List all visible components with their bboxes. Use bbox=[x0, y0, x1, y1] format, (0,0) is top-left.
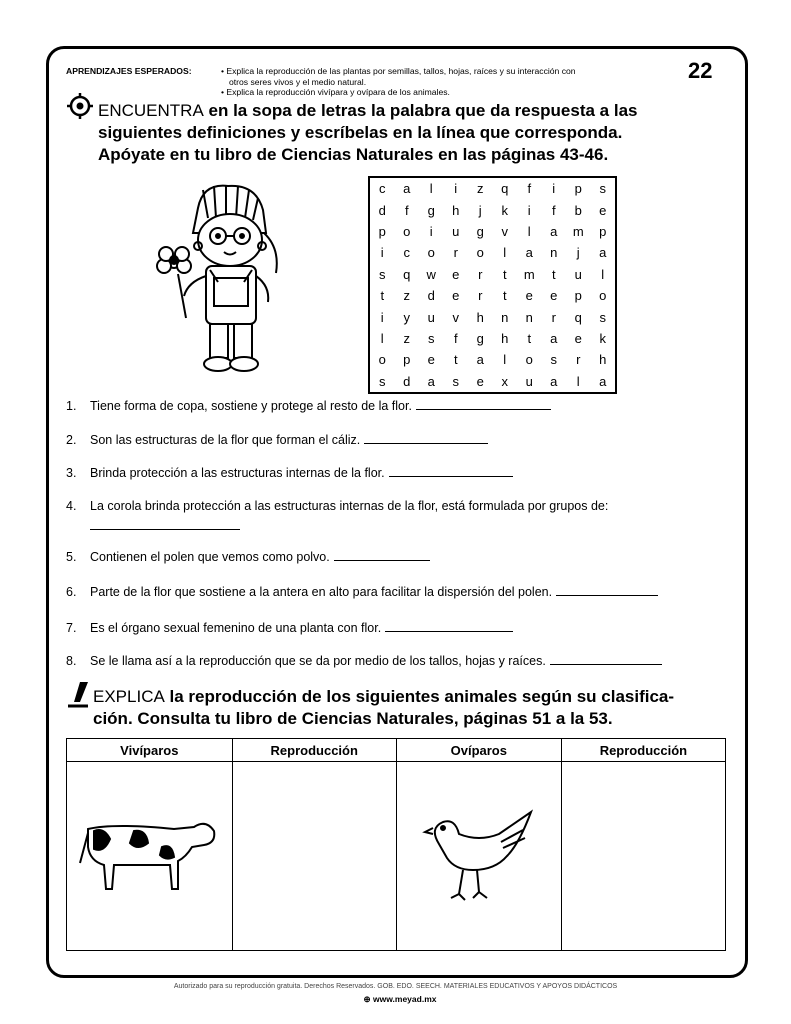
word-search-letter[interactable]: i bbox=[380, 245, 384, 261]
globe-icon: ⊕ bbox=[363, 994, 371, 1004]
word-search-letter[interactable]: p bbox=[574, 181, 582, 197]
instruction-explica bbox=[93, 686, 733, 730]
word-search-letter[interactable]: h bbox=[501, 330, 509, 346]
word-search-letter[interactable]: c bbox=[379, 181, 386, 197]
word-search-letter[interactable]: e bbox=[427, 352, 435, 368]
word-search-letter[interactable]: q bbox=[403, 266, 411, 282]
word-search-letter[interactable]: f bbox=[404, 202, 409, 218]
word-search-letter[interactable]: h bbox=[599, 352, 607, 368]
word-search-letter[interactable]: l bbox=[601, 266, 605, 282]
word-search-letter[interactable]: o bbox=[525, 352, 533, 368]
word-search-letter[interactable]: y bbox=[403, 309, 410, 325]
question-number: 3. bbox=[66, 466, 77, 480]
word-search-letter[interactable]: l bbox=[527, 223, 531, 239]
word-search-letter[interactable]: i bbox=[552, 181, 556, 197]
word-search-letter[interactable]: s bbox=[550, 352, 557, 368]
question-number: 7. bbox=[66, 621, 77, 635]
word-search-letter[interactable]: s bbox=[379, 373, 386, 389]
header-reproduccion-oviparos: Reproducción bbox=[561, 739, 725, 762]
word-search-row bbox=[369, 285, 616, 306]
word-search-letter[interactable]: s bbox=[599, 309, 606, 325]
reproduccion-viviparos-cell[interactable] bbox=[232, 762, 396, 951]
instruction-keyword: ENCUENTRA bbox=[98, 101, 204, 120]
word-search-row bbox=[369, 349, 616, 370]
word-search-letter[interactable]: o bbox=[378, 352, 386, 368]
word-search-letter[interactable]: n bbox=[525, 309, 533, 325]
word-search-letter[interactable]: z bbox=[477, 181, 484, 197]
question-item bbox=[66, 499, 608, 513]
question-item bbox=[66, 432, 488, 447]
word-search-letter[interactable]: v bbox=[501, 223, 508, 239]
word-search-letter[interactable]: r bbox=[576, 352, 581, 368]
word-search-letter[interactable]: s bbox=[452, 373, 459, 389]
word-search-letter[interactable]: g bbox=[476, 330, 484, 346]
word-search-letter[interactable]: t bbox=[502, 288, 507, 304]
word-search-letter[interactable]: a bbox=[427, 373, 435, 389]
word-search-letter[interactable]: t bbox=[502, 266, 507, 282]
word-search-letter[interactable]: e bbox=[550, 288, 558, 304]
girl-with-flower-illustration bbox=[148, 178, 298, 388]
word-search-letter[interactable]: v bbox=[452, 309, 459, 325]
question-text: Brinda protección a las estructuras internas de la flor. bbox=[90, 466, 385, 480]
instruction-line: Apóyate en tu libro de Ciencias Naturales en las páginas 43-46. bbox=[98, 145, 609, 164]
page-number: 22 bbox=[688, 58, 713, 83]
word-search-letter[interactable]: m bbox=[572, 223, 584, 239]
word-search-letter[interactable]: r bbox=[551, 309, 556, 325]
word-search-letter[interactable]: e bbox=[452, 288, 460, 304]
word-search-letter[interactable]: l bbox=[503, 352, 507, 368]
word-search-letter[interactable]: b bbox=[574, 202, 582, 218]
header-viviparos: Vivíparos bbox=[67, 739, 233, 762]
word-search-letter[interactable]: e bbox=[476, 373, 484, 389]
question-number: 1. bbox=[66, 399, 77, 413]
word-search-letter[interactable]: a bbox=[550, 373, 558, 389]
viviparos-cell bbox=[67, 762, 233, 951]
word-search-letter[interactable]: o bbox=[476, 245, 484, 261]
question-number: 2. bbox=[66, 433, 77, 447]
word-search-row bbox=[369, 177, 616, 199]
header-reproduccion-viviparos: Reproducción bbox=[232, 739, 396, 762]
word-search-letter[interactable]: o bbox=[403, 223, 411, 239]
word-search-letter[interactable]: g bbox=[476, 223, 484, 239]
word-search-letter[interactable]: s bbox=[379, 266, 386, 282]
word-search-letter[interactable]: l bbox=[503, 245, 507, 261]
instruction-keyword: EXPLICA bbox=[93, 687, 165, 706]
word-search-letter[interactable]: e bbox=[599, 202, 607, 218]
word-search-letter[interactable]: o bbox=[599, 288, 607, 304]
animals-table bbox=[66, 738, 726, 951]
question-text: Son las estructuras de la flor que forman el cáliz. bbox=[90, 433, 361, 447]
word-search-letter[interactable]: p bbox=[599, 223, 607, 239]
word-search-letter[interactable]: w bbox=[426, 266, 436, 282]
instruction-encuentra bbox=[98, 100, 738, 166]
word-search-row bbox=[369, 371, 616, 393]
word-search-letter[interactable]: j bbox=[576, 245, 580, 261]
word-search-letter[interactable]: j bbox=[478, 202, 482, 218]
word-search-letter[interactable]: f bbox=[527, 181, 532, 197]
word-search-row bbox=[369, 328, 616, 349]
question-number: 6. bbox=[66, 585, 77, 599]
word-search-letter[interactable]: q bbox=[501, 181, 509, 197]
answer-blank[interactable] bbox=[385, 620, 513, 632]
answer-blank[interactable] bbox=[389, 465, 513, 477]
word-search-letter[interactable]: t bbox=[380, 288, 385, 304]
word-search-letter[interactable]: r bbox=[478, 288, 483, 304]
question-item bbox=[66, 549, 430, 564]
word-search-letter[interactable]: a bbox=[550, 330, 558, 346]
word-search-letter[interactable]: t bbox=[551, 266, 556, 282]
pencil-icon bbox=[66, 680, 92, 708]
word-search-letter[interactable]: a bbox=[403, 181, 411, 197]
word-search-letter[interactable]: h bbox=[452, 202, 460, 218]
word-search-letter[interactable]: q bbox=[574, 309, 582, 325]
question-item bbox=[66, 398, 551, 413]
word-search-letter[interactable]: r bbox=[478, 266, 483, 282]
answer-blank[interactable] bbox=[550, 653, 662, 665]
word-search-letter[interactable]: f bbox=[453, 330, 458, 346]
word-search-letter[interactable]: r bbox=[453, 245, 458, 261]
word-search-letter[interactable]: u bbox=[574, 266, 582, 282]
question-number: 5. bbox=[66, 550, 77, 564]
answer-blank[interactable] bbox=[556, 584, 658, 596]
word-search-letter[interactable]: f bbox=[551, 202, 556, 218]
word-search-letter[interactable]: e bbox=[452, 266, 460, 282]
footer-text: Autorizado para su reproducción gratuita. Derechos Reservados. GOB. EDO. SEECH. MATERIALES EDUCATIVOS Y APOYOS DIDÁCTICOS bbox=[173, 983, 618, 990]
question-item bbox=[66, 465, 513, 480]
reproduccion-oviparos-cell[interactable] bbox=[561, 762, 725, 951]
word-search-letter[interactable]: s bbox=[599, 181, 606, 197]
aprendizaje-item: • Explica la reproducción de las plantas por semillas, tallos, hojas, raíces y su interacción con bbox=[221, 66, 576, 76]
instruction-line: en la sopa de letras la palabra que da respuesta a las bbox=[203, 101, 638, 120]
answer-blank[interactable] bbox=[416, 398, 551, 410]
word-search-letter[interactable]: z bbox=[403, 330, 410, 346]
word-search-letter[interactable]: l bbox=[380, 330, 384, 346]
word-search-row bbox=[369, 221, 616, 242]
word-search-letter[interactable]: u bbox=[525, 373, 533, 389]
aprendizaje-item: • Explica la reproducción vivípara y ovípara de los animales. bbox=[221, 87, 450, 97]
answer-blank[interactable] bbox=[364, 432, 488, 444]
word-search-letter[interactable]: p bbox=[574, 288, 582, 304]
question-item bbox=[66, 584, 658, 599]
word-search-letter[interactable]: u bbox=[452, 223, 460, 239]
word-search-letter[interactable]: z bbox=[403, 288, 410, 304]
aprendizajes-label: APRENDIZAJES ESPERADOS: bbox=[66, 66, 192, 76]
word-search-letter[interactable]: t bbox=[453, 352, 458, 368]
question-item bbox=[66, 653, 662, 668]
word-search-letter[interactable]: d bbox=[427, 288, 435, 304]
word-search-row bbox=[369, 199, 616, 220]
cow-illustration bbox=[74, 809, 224, 899]
word-search-letter[interactable]: i bbox=[429, 223, 433, 239]
word-search-letter[interactable]: o bbox=[427, 245, 435, 261]
word-search-letter[interactable]: p bbox=[403, 352, 411, 368]
question-item bbox=[66, 620, 513, 635]
word-search-row bbox=[369, 306, 616, 327]
word-search-letter[interactable]: a bbox=[599, 373, 607, 389]
word-search-grid bbox=[368, 176, 617, 394]
eye-target-icon bbox=[66, 92, 94, 120]
word-search-letter[interactable]: s bbox=[428, 330, 435, 346]
bird-illustration bbox=[419, 804, 539, 904]
answer-blank[interactable] bbox=[334, 549, 430, 561]
word-search-letter[interactable]: t bbox=[527, 330, 532, 346]
question-text: Parte de la flor que sostiene a la antera en alto para facilitar la dispersión del polen. bbox=[90, 585, 553, 599]
word-search-row bbox=[369, 264, 616, 285]
word-search-letter[interactable]: p bbox=[378, 223, 386, 239]
word-search-letter[interactable]: g bbox=[427, 202, 435, 218]
word-search-letter[interactable]: d bbox=[403, 373, 411, 389]
word-search-letter[interactable]: l bbox=[429, 181, 433, 197]
word-search-letter[interactable]: i bbox=[454, 181, 458, 197]
word-search-letter[interactable]: n bbox=[550, 245, 558, 261]
word-search-letter[interactable]: e bbox=[525, 288, 533, 304]
header-oviparos: Ovíparos bbox=[396, 739, 561, 762]
word-search-letter[interactable]: i bbox=[380, 309, 384, 325]
word-search-letter[interactable]: h bbox=[476, 309, 484, 325]
word-search-letter[interactable]: x bbox=[501, 373, 508, 389]
word-search-letter[interactable]: n bbox=[501, 309, 509, 325]
question-text: Es el órgano sexual femenino de una planta con flor. bbox=[90, 621, 382, 635]
instruction-line: la reproducción de los siguientes animales según su clasifica- bbox=[164, 687, 675, 706]
word-search-letter[interactable]: a bbox=[525, 245, 533, 261]
word-search-letter[interactable]: a bbox=[550, 223, 558, 239]
word-search-letter[interactable]: l bbox=[576, 373, 580, 389]
question-number: 8. bbox=[66, 654, 77, 668]
instruction-line: ción. Consulta tu libro de Ciencias Naturales, páginas 51 a la 53. bbox=[93, 709, 613, 728]
word-search-letter[interactable]: k bbox=[599, 330, 606, 346]
word-search-letter[interactable]: m bbox=[523, 266, 535, 282]
word-search-letter[interactable]: u bbox=[427, 309, 435, 325]
oviparos-cell bbox=[396, 762, 561, 951]
word-search-letter[interactable]: k bbox=[501, 202, 508, 218]
word-search-letter[interactable]: i bbox=[527, 202, 531, 218]
word-search-letter[interactable]: a bbox=[599, 245, 607, 261]
footer-site-label: www.meyad.mx bbox=[373, 994, 437, 1004]
question-text: Se le llama así a la reproducción que se da por medio de los tallos, hojas y raíces. bbox=[90, 654, 546, 668]
question-text: Tiene forma de copa, sostiene y protege al resto de la flor. bbox=[90, 399, 412, 413]
question-text: La corola brinda protección a las estructuras internas de la flor, está formulada por grupos de: bbox=[90, 499, 609, 513]
footer-site[interactable] bbox=[300, 994, 500, 1005]
question-number: 4. bbox=[66, 499, 77, 513]
word-search-letter[interactable]: d bbox=[378, 202, 386, 218]
word-search-letter[interactable]: c bbox=[403, 245, 410, 261]
aprendizaje-item: otros seres vivos y el medio natural. bbox=[229, 76, 367, 87]
word-search-row bbox=[369, 242, 616, 263]
word-search-letter[interactable]: e bbox=[574, 330, 582, 346]
instruction-line: siguientes definiciones y escríbelas en la línea que corresponda. bbox=[98, 123, 623, 142]
word-search-letter[interactable]: a bbox=[476, 352, 484, 368]
question-text: Contienen el polen que vemos como polvo. bbox=[90, 550, 330, 564]
answer-blank[interactable] bbox=[90, 518, 240, 530]
